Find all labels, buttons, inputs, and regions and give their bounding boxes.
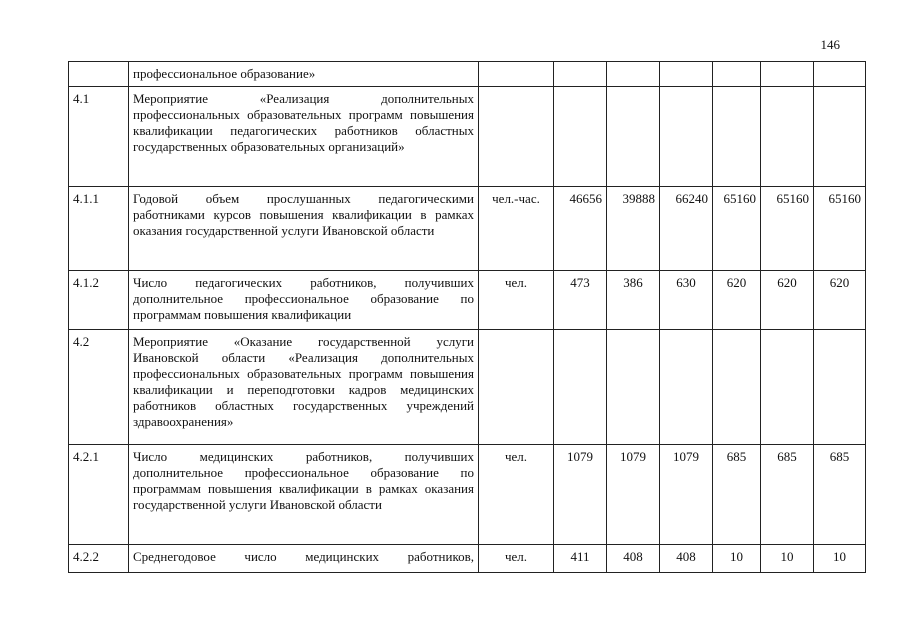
row-number: 4.2.1: [69, 445, 129, 545]
value-cell: 65160: [713, 187, 761, 271]
value-cell: 1079: [660, 445, 713, 545]
row-number: 4.1.1: [69, 187, 129, 271]
value-cell: 620: [761, 271, 814, 330]
table-row: [69, 445, 866, 545]
row-unit: чел.-час.: [479, 187, 554, 271]
value-cell: 473: [554, 271, 607, 330]
value-cell: [554, 62, 607, 87]
row-description: Мероприятие «Реализация дополнительных профессиональных образовательных программ повышения квалификации педагогических работников областных государственных образовательных организаций»: [129, 87, 479, 187]
row-unit: чел.: [479, 545, 554, 573]
value-cell: 685: [713, 445, 761, 545]
value-cell: 685: [814, 445, 866, 545]
value-cell: 685: [761, 445, 814, 545]
row-unit: [479, 330, 554, 445]
row-description: профессиональное образование»: [129, 62, 479, 87]
value-cell: 411: [554, 545, 607, 573]
value-cell: 408: [607, 545, 660, 573]
value-cell: 1079: [554, 445, 607, 545]
table-row: [69, 87, 866, 187]
value-cell: 620: [814, 271, 866, 330]
row-description: Годовой объем прослушанных педагогическими работниками курсов повышения квалификации в рамках оказания государственной услуги Ивановской области: [129, 187, 479, 271]
value-cell: 386: [607, 271, 660, 330]
value-cell: 66240: [660, 187, 713, 271]
value-cell: 630: [660, 271, 713, 330]
indicators-table: [68, 61, 866, 573]
value-cell: [814, 330, 866, 445]
value-cell: 408: [660, 545, 713, 573]
value-cell: [554, 87, 607, 187]
value-cell: 46656: [554, 187, 607, 271]
value-cell: 65160: [814, 187, 866, 271]
value-cell: [814, 62, 866, 87]
value-cell: 1079: [607, 445, 660, 545]
row-description: Число педагогических работников, получивших дополнительное профессиональное образование по программам повышения квалификации: [129, 271, 479, 330]
value-cell: 10: [761, 545, 814, 573]
row-number: 4.1: [69, 87, 129, 187]
row-unit: чел.: [479, 271, 554, 330]
value-cell: [713, 62, 761, 87]
row-unit: [479, 87, 554, 187]
page-number: 146: [820, 37, 840, 52]
value-cell: [607, 330, 660, 445]
value-cell: [814, 87, 866, 187]
value-cell: [761, 87, 814, 187]
value-cell: [713, 87, 761, 187]
value-cell: [660, 62, 713, 87]
value-cell: [761, 62, 814, 87]
value-cell: 10: [814, 545, 866, 573]
row-number: [69, 62, 129, 87]
row-number: 4.2: [69, 330, 129, 445]
row-number: 4.1.2: [69, 271, 129, 330]
table-row: [69, 271, 866, 330]
value-cell: [660, 330, 713, 445]
value-cell: 10: [713, 545, 761, 573]
table-row: [69, 330, 866, 445]
row-unit: чел.: [479, 445, 554, 545]
value-cell: [713, 330, 761, 445]
value-cell: [761, 330, 814, 445]
value-cell: [607, 87, 660, 187]
value-cell: 39888: [607, 187, 660, 271]
value-cell: [660, 87, 713, 187]
value-cell: [554, 330, 607, 445]
row-number: 4.2.2: [69, 545, 129, 573]
value-cell: 65160: [761, 187, 814, 271]
row-description: Мероприятие «Оказание государственной услуги Ивановской области «Реализация дополнительных профессиональных образовательных программ повышения квалификации и переподготовки кадров медицинских работников областных государственных учреждений здравоохранения»: [129, 330, 479, 445]
value-cell: 620: [713, 271, 761, 330]
table-row: [69, 62, 866, 87]
table-row: [69, 545, 866, 573]
table-row: [69, 187, 866, 271]
value-cell: [607, 62, 660, 87]
row-unit: [479, 62, 554, 87]
row-description: Число медицинских работников, получивших дополнительное профессиональное образование по программам повышения квалификации в рамках оказания государственной услуги Ивановской области: [129, 445, 479, 545]
row-description: Среднегодовое число медицинских работников,: [129, 545, 479, 573]
